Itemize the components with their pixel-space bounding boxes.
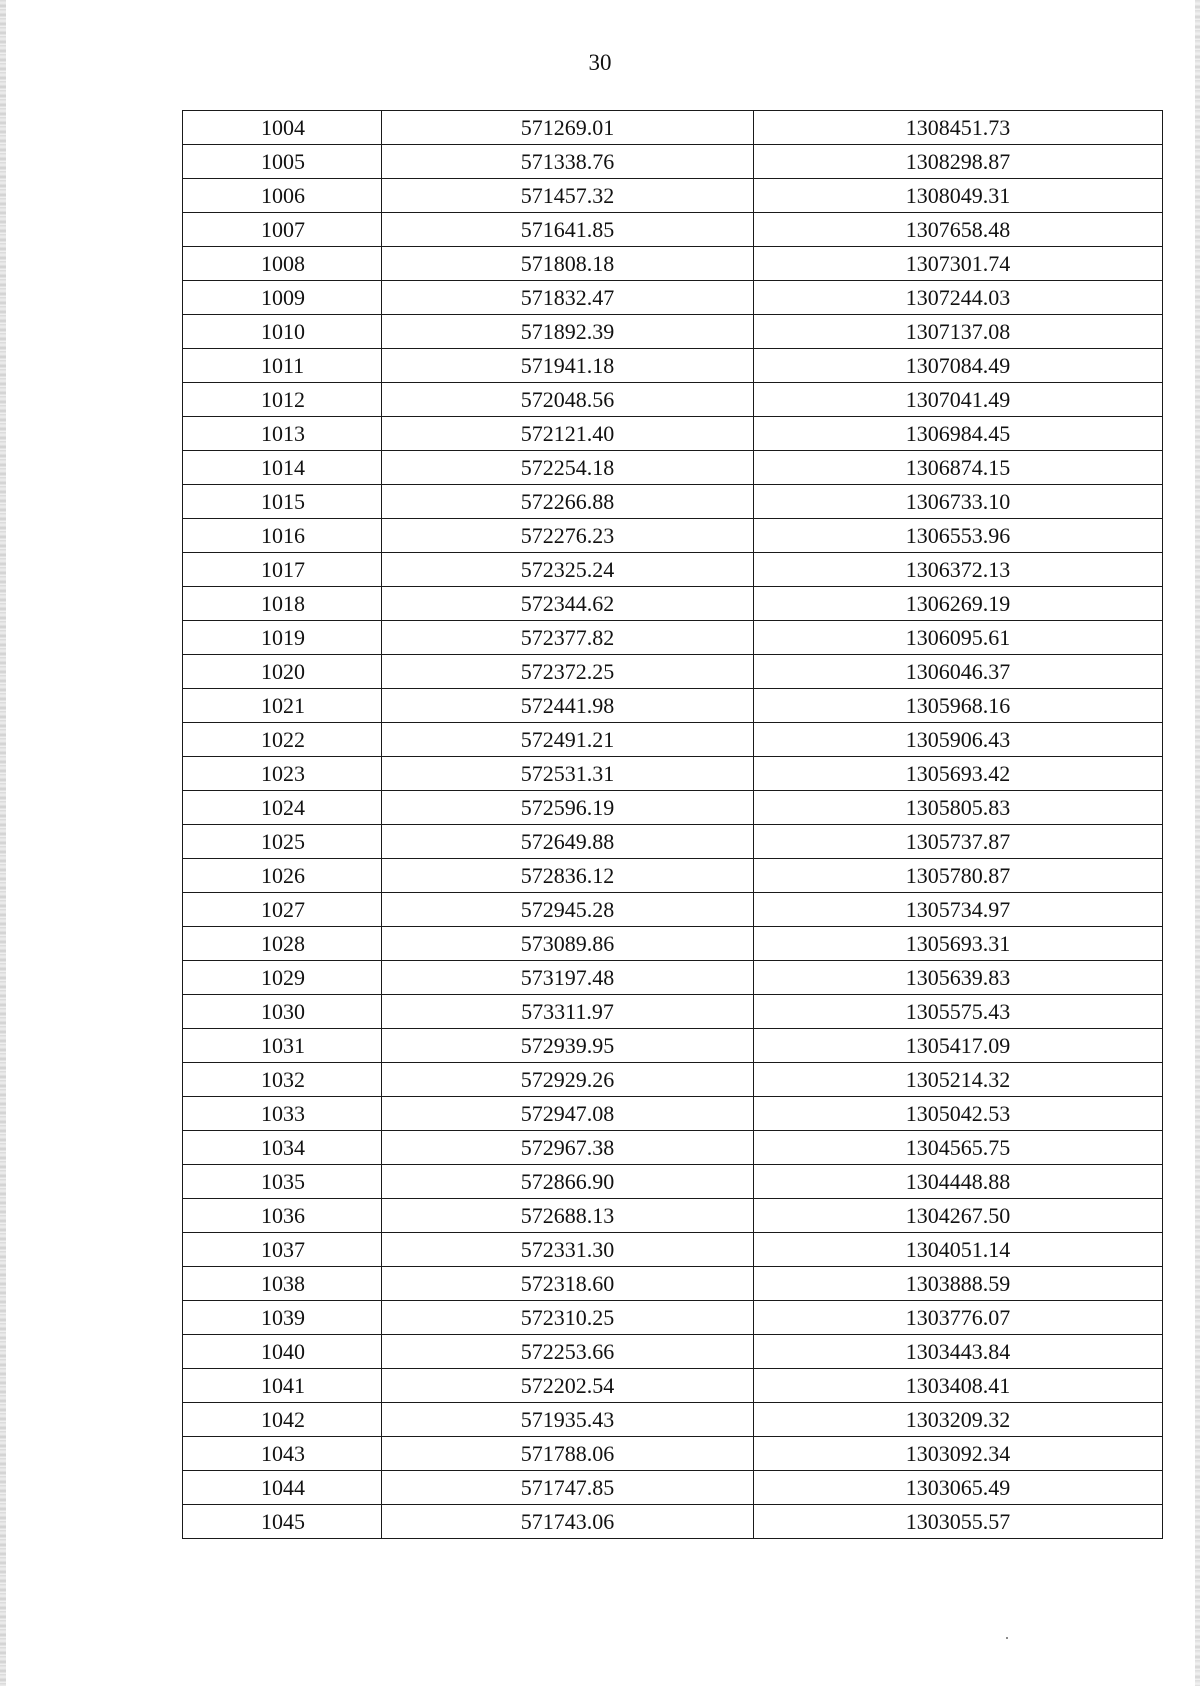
table-row — [183, 961, 1163, 995]
y-coordinate-cell: 1306733.10 — [754, 485, 1163, 519]
y-coordinate-cell: 1305417.09 — [754, 1029, 1163, 1063]
y-coordinate-cell: 1307084.49 — [754, 349, 1163, 383]
y-coordinate-cell: 1305214.32 — [754, 1063, 1163, 1097]
table-row — [183, 213, 1163, 247]
x-coordinate-cell: 572254.18 — [382, 451, 754, 485]
point-id-cell: 1020 — [183, 655, 382, 689]
table-row — [183, 1505, 1163, 1539]
x-coordinate-cell: 572531.31 — [382, 757, 754, 791]
point-id-cell: 1009 — [183, 281, 382, 315]
point-id-cell: 1006 — [183, 179, 382, 213]
y-coordinate-cell: 1306269.19 — [754, 587, 1163, 621]
point-id-cell: 1038 — [183, 1267, 382, 1301]
point-id-cell: 1033 — [183, 1097, 382, 1131]
y-coordinate-cell: 1307244.03 — [754, 281, 1163, 315]
y-coordinate-cell: 1306984.45 — [754, 417, 1163, 451]
point-id-cell: 1034 — [183, 1131, 382, 1165]
point-id-cell: 1013 — [183, 417, 382, 451]
point-id-cell: 1015 — [183, 485, 382, 519]
y-coordinate-cell: 1305780.87 — [754, 859, 1163, 893]
table-row — [183, 1097, 1163, 1131]
x-coordinate-cell: 572491.21 — [382, 723, 754, 757]
y-coordinate-cell: 1305906.43 — [754, 723, 1163, 757]
point-id-cell: 1027 — [183, 893, 382, 927]
point-id-cell: 1008 — [183, 247, 382, 281]
table-row — [183, 1131, 1163, 1165]
y-coordinate-cell: 1305575.43 — [754, 995, 1163, 1029]
table-row — [183, 349, 1163, 383]
y-coordinate-cell: 1305968.16 — [754, 689, 1163, 723]
x-coordinate-cell: 571892.39 — [382, 315, 754, 349]
point-id-cell: 1045 — [183, 1505, 382, 1539]
table-row — [183, 485, 1163, 519]
x-coordinate-cell: 573089.86 — [382, 927, 754, 961]
y-coordinate-cell: 1303092.34 — [754, 1437, 1163, 1471]
y-coordinate-cell: 1305805.83 — [754, 791, 1163, 825]
x-coordinate-cell: 572596.19 — [382, 791, 754, 825]
table-row — [183, 1471, 1163, 1505]
table-row — [183, 791, 1163, 825]
x-coordinate-cell: 572939.95 — [382, 1029, 754, 1063]
point-id-cell: 1004 — [183, 111, 382, 145]
y-coordinate-cell: 1303055.57 — [754, 1505, 1163, 1539]
point-id-cell: 1042 — [183, 1403, 382, 1437]
point-id-cell: 1036 — [183, 1199, 382, 1233]
table-row — [183, 1165, 1163, 1199]
x-coordinate-cell: 572310.25 — [382, 1301, 754, 1335]
table-row — [183, 1301, 1163, 1335]
point-id-cell: 1014 — [183, 451, 382, 485]
point-id-cell: 1007 — [183, 213, 382, 247]
y-coordinate-cell: 1303776.07 — [754, 1301, 1163, 1335]
table-row — [183, 859, 1163, 893]
point-id-cell: 1037 — [183, 1233, 382, 1267]
scan-speck — [1006, 1637, 1008, 1639]
point-id-cell: 1043 — [183, 1437, 382, 1471]
point-id-cell: 1028 — [183, 927, 382, 961]
point-id-cell: 1012 — [183, 383, 382, 417]
point-id-cell: 1044 — [183, 1471, 382, 1505]
x-coordinate-cell: 571641.85 — [382, 213, 754, 247]
point-id-cell: 1018 — [183, 587, 382, 621]
table-row — [183, 1369, 1163, 1403]
x-coordinate-cell: 571747.85 — [382, 1471, 754, 1505]
x-coordinate-cell: 571941.18 — [382, 349, 754, 383]
point-id-cell: 1005 — [183, 145, 382, 179]
point-id-cell: 1019 — [183, 621, 382, 655]
page-number: 30 — [588, 50, 612, 75]
table-row — [183, 893, 1163, 927]
point-id-cell: 1017 — [183, 553, 382, 587]
y-coordinate-cell: 1304565.75 — [754, 1131, 1163, 1165]
x-coordinate-cell: 572331.30 — [382, 1233, 754, 1267]
table-row — [183, 519, 1163, 553]
y-coordinate-cell: 1305693.42 — [754, 757, 1163, 791]
table-row — [183, 655, 1163, 689]
table-row — [183, 1199, 1163, 1233]
y-coordinate-cell: 1303209.32 — [754, 1403, 1163, 1437]
y-coordinate-cell: 1303443.84 — [754, 1335, 1163, 1369]
point-id-cell: 1035 — [183, 1165, 382, 1199]
point-id-cell: 1024 — [183, 791, 382, 825]
table-row — [183, 995, 1163, 1029]
table-row — [183, 179, 1163, 213]
table-row — [183, 145, 1163, 179]
table-row — [183, 689, 1163, 723]
y-coordinate-cell: 1308049.31 — [754, 179, 1163, 213]
coordinate-table-container — [182, 110, 1162, 1539]
x-coordinate-cell: 571788.06 — [382, 1437, 754, 1471]
x-coordinate-cell: 572253.66 — [382, 1335, 754, 1369]
point-id-cell: 1010 — [183, 315, 382, 349]
x-coordinate-cell: 572836.12 — [382, 859, 754, 893]
table-row — [183, 1437, 1163, 1471]
y-coordinate-cell: 1305042.53 — [754, 1097, 1163, 1131]
table-row — [183, 927, 1163, 961]
x-coordinate-cell: 571338.76 — [382, 145, 754, 179]
x-coordinate-cell: 572202.54 — [382, 1369, 754, 1403]
y-coordinate-cell: 1306553.96 — [754, 519, 1163, 553]
point-id-cell: 1026 — [183, 859, 382, 893]
y-coordinate-cell: 1304267.50 — [754, 1199, 1163, 1233]
table-row — [183, 1063, 1163, 1097]
y-coordinate-cell: 1305737.87 — [754, 825, 1163, 859]
x-coordinate-cell: 572266.88 — [382, 485, 754, 519]
x-coordinate-cell: 571832.47 — [382, 281, 754, 315]
table-row — [183, 281, 1163, 315]
table-row — [183, 1029, 1163, 1063]
point-id-cell: 1039 — [183, 1301, 382, 1335]
table-row — [183, 1233, 1163, 1267]
scan-edge-right — [1195, 0, 1200, 1686]
x-coordinate-cell: 572276.23 — [382, 519, 754, 553]
point-id-cell: 1023 — [183, 757, 382, 791]
point-id-cell: 1029 — [183, 961, 382, 995]
point-id-cell: 1022 — [183, 723, 382, 757]
y-coordinate-cell: 1303888.59 — [754, 1267, 1163, 1301]
x-coordinate-cell: 571269.01 — [382, 111, 754, 145]
y-coordinate-cell: 1308298.87 — [754, 145, 1163, 179]
coordinate-table — [182, 110, 1163, 1539]
x-coordinate-cell: 572325.24 — [382, 553, 754, 587]
point-id-cell: 1016 — [183, 519, 382, 553]
x-coordinate-cell: 572649.88 — [382, 825, 754, 859]
x-coordinate-cell: 572372.25 — [382, 655, 754, 689]
table-row — [183, 417, 1163, 451]
x-coordinate-cell: 572377.82 — [382, 621, 754, 655]
table-row — [183, 1403, 1163, 1437]
table-row — [183, 1267, 1163, 1301]
table-row — [183, 315, 1163, 349]
y-coordinate-cell: 1305693.31 — [754, 927, 1163, 961]
table-row — [183, 247, 1163, 281]
x-coordinate-cell: 572967.38 — [382, 1131, 754, 1165]
y-coordinate-cell: 1303408.41 — [754, 1369, 1163, 1403]
y-coordinate-cell: 1305639.83 — [754, 961, 1163, 995]
scan-edge-left — [0, 0, 6, 1686]
table-row — [183, 723, 1163, 757]
y-coordinate-cell: 1307041.49 — [754, 383, 1163, 417]
x-coordinate-cell: 571808.18 — [382, 247, 754, 281]
x-coordinate-cell: 572318.60 — [382, 1267, 754, 1301]
y-coordinate-cell: 1306372.13 — [754, 553, 1163, 587]
x-coordinate-cell: 573197.48 — [382, 961, 754, 995]
x-coordinate-cell: 572344.62 — [382, 587, 754, 621]
point-id-cell: 1011 — [183, 349, 382, 383]
y-coordinate-cell: 1308451.73 — [754, 111, 1163, 145]
y-coordinate-cell: 1304051.14 — [754, 1233, 1163, 1267]
table-row — [183, 553, 1163, 587]
point-id-cell: 1041 — [183, 1369, 382, 1403]
table-row — [183, 383, 1163, 417]
point-id-cell: 1021 — [183, 689, 382, 723]
x-coordinate-cell: 572945.28 — [382, 893, 754, 927]
table-row — [183, 111, 1163, 145]
table-row — [183, 587, 1163, 621]
coordinate-table-body — [183, 111, 1163, 1539]
y-coordinate-cell: 1307301.74 — [754, 247, 1163, 281]
x-coordinate-cell: 571935.43 — [382, 1403, 754, 1437]
table-row — [183, 825, 1163, 859]
y-coordinate-cell: 1306095.61 — [754, 621, 1163, 655]
y-coordinate-cell: 1306046.37 — [754, 655, 1163, 689]
x-coordinate-cell: 572866.90 — [382, 1165, 754, 1199]
x-coordinate-cell: 572441.98 — [382, 689, 754, 723]
y-coordinate-cell: 1303065.49 — [754, 1471, 1163, 1505]
x-coordinate-cell: 572121.40 — [382, 417, 754, 451]
point-id-cell: 1040 — [183, 1335, 382, 1369]
x-coordinate-cell: 571457.32 — [382, 179, 754, 213]
y-coordinate-cell: 1305734.97 — [754, 893, 1163, 927]
table-row — [183, 1335, 1163, 1369]
table-row — [183, 621, 1163, 655]
point-id-cell: 1031 — [183, 1029, 382, 1063]
table-row — [183, 757, 1163, 791]
x-coordinate-cell: 572947.08 — [382, 1097, 754, 1131]
x-coordinate-cell: 572688.13 — [382, 1199, 754, 1233]
x-coordinate-cell: 571743.06 — [382, 1505, 754, 1539]
y-coordinate-cell: 1304448.88 — [754, 1165, 1163, 1199]
x-coordinate-cell: 572929.26 — [382, 1063, 754, 1097]
point-id-cell: 1025 — [183, 825, 382, 859]
y-coordinate-cell: 1307137.08 — [754, 315, 1163, 349]
x-coordinate-cell: 572048.56 — [382, 383, 754, 417]
point-id-cell: 1032 — [183, 1063, 382, 1097]
table-row — [183, 451, 1163, 485]
point-id-cell: 1030 — [183, 995, 382, 1029]
y-coordinate-cell: 1306874.15 — [754, 451, 1163, 485]
y-coordinate-cell: 1307658.48 — [754, 213, 1163, 247]
x-coordinate-cell: 573311.97 — [382, 995, 754, 1029]
